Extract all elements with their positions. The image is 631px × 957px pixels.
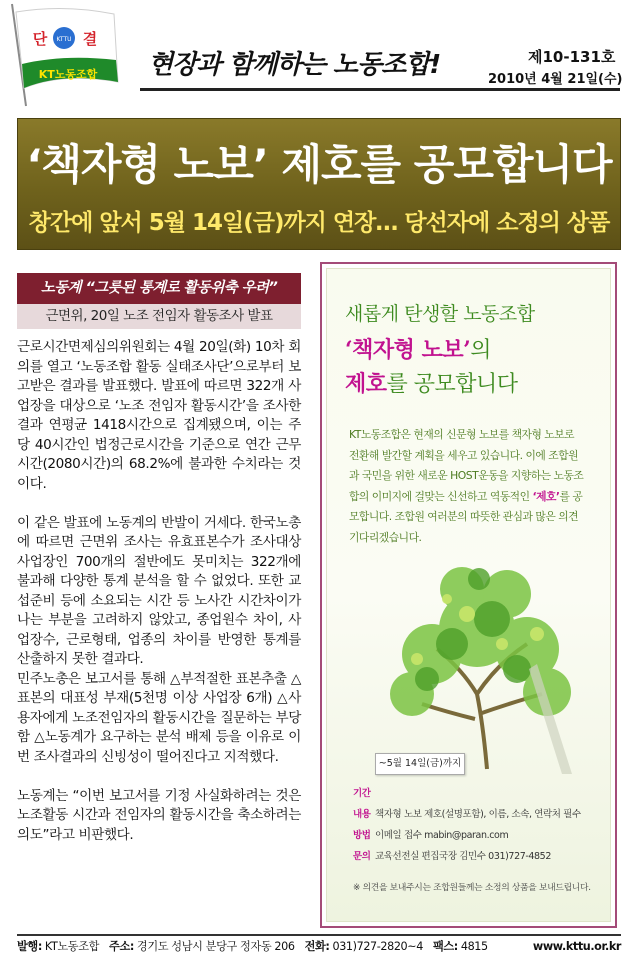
footer-fax: 4815 [460, 939, 488, 953]
article-paragraph: 이 같은 발표에 노동계의 반발이 거세다. 한국노총에 따르면 근면위 조사는 유효표본수가 조사대상 사업장인 700개의 절반에도 못미치는 322개에 불과해 다양한 통계 분석을 할 수 없었다. 또한 교섭준비 등에 소요되는 시간 등 노사간 시간차이가 나는 부분을 고려하지 않았고, 종업원수 차이, 사업장수, 근로형태, 업종의 차이를 반영한 통계를 산출하지 못한 결과다. [17, 514, 301, 667]
footer-publisher-label: 발행: [17, 940, 42, 953]
ad-heading-rest-2: 를 공모합니다 [386, 372, 518, 397]
footer-address-label: 주소: [109, 940, 134, 953]
article-headline: 노동계 “그릇된 통계로 활동위축 우려” [17, 273, 301, 304]
ad-info-row [353, 804, 603, 825]
footer-address: 경기도 성남시 분당구 정자동 206 [136, 940, 295, 953]
header-divider [140, 88, 620, 91]
ad-paragraph-part1: KT노동조합은 현재의 신문형 노보를 책자형 노보로 전환해 발간할 계획을 세우고 있습니다. 이에 조합원과 국민을 위한 새로운 HOST운동을 지향하는 노동조합의 이미지에 걸맞는 신선하고 역동적인 [349, 428, 584, 503]
ad-info-value: 책자형 노보 제호(설명포함), 이름, 소속, 연락처 필수 [375, 809, 581, 820]
article-body [17, 338, 301, 845]
ad-info-row [353, 783, 603, 804]
ad-info-row [353, 825, 603, 846]
ad-heading-highlight: ‘책자형 노보’ [345, 337, 471, 363]
banner-subtitle: 창간에 앞서 5월 14일(금)까지 연장… 당선자에 소정의 상품 [28, 210, 610, 236]
flag-text-bottom: KT노동조합 [38, 68, 98, 81]
ad-paragraph [349, 425, 585, 548]
article-paragraph: 민주노총은 보고서를 통해 △부적절한 표본추출 △표본의 대표성 부재(5천명 이상 사업장 6개) △사용자에게 노조전임자의 활동시간을 질문하는 부당함 △노동계가 요구하는 분석 배제 등을 이유로 이번 조사결과의 신빙성이 떨어진다고 지적했다. [17, 670, 301, 765]
ad-info-value: 교육선전실 편집국장 김민수 031)727-4852 [375, 851, 551, 862]
flag-badge-text: KTTU [56, 36, 72, 43]
ad-info-key: 방법 [353, 830, 371, 841]
ad-info-key: 내용 [353, 809, 371, 820]
ad-paragraph-highlight: ‘제호’ [532, 489, 560, 503]
union-flag-logo [4, 2, 124, 108]
ad-heading-line2 [345, 333, 491, 364]
headline-banner [17, 118, 621, 250]
ad-info-row [353, 846, 603, 867]
footer-divider [17, 934, 621, 936]
footer-phone: 031)727-2820~4 [332, 939, 423, 953]
article-paragraph: 노동계는 “이번 보고서를 기정 사실화하려는 것은 노조활동 시간과 전임자의 활동시간을 축소하려는 의도”라고 비판했다. [17, 787, 301, 843]
ad-info-key: 기간 [353, 788, 371, 799]
footer-fax-label: 팩스: [432, 940, 458, 953]
ad-heading-line1: 새롭게 탄생할 노동조합 [345, 303, 535, 325]
period-box: ~5월 14일(금)까지 [375, 753, 465, 775]
flag-text-top: 단 [32, 30, 48, 48]
flag-text-top-2: 결 [82, 30, 98, 48]
contest-ad-panel [326, 268, 611, 922]
ad-info-table [353, 783, 603, 867]
footer [17, 937, 621, 955]
ad-info-key: 문의 [353, 851, 371, 862]
issue-number: 제10-131호 [528, 48, 616, 66]
ad-heading-rest: 의 [470, 338, 492, 363]
banner-title: ‘책자형 노보’ 제호를 공모합니다 [26, 140, 612, 189]
ad-paragraph-part2: 를 공모합니다. 조합원 여러분의 따뜻한 관심과 많은 의견 기다리겠습니다. [349, 489, 583, 544]
footer-publisher: KT노동조합 [44, 940, 100, 953]
ad-heading-highlight-2: 제호 [345, 371, 387, 397]
ad-note: ※ 의견을 보내주시는 조합원들께는 소정의 상품을 보내드립니다. [353, 883, 591, 893]
tree-illustration [367, 544, 587, 774]
footer-website-link[interactable]: www.kttu.or.kr [532, 939, 621, 953]
article-paragraph: 근로시간면제심의위원회는 4월 20일(화) 10차 회의를 열고 ‘노동조합 활동 실태조사단’으로부터 보고받은 결과를 발표했다. 발표에 따르면 322개 사업장을 대상으로 ‘노조 전임자 활동시간’을 조사한 결과 연평균 1418시간으로 집계됐으며, 이는 주당 40시간인 법정근로시간을 기준으로 연간 근무시간(2080시간)의 68.2%에 불과한 수치라는 것이다. [17, 339, 301, 492]
article-subhead: 근면위, 20일 노조 전임자 활동조사 발표 [17, 304, 301, 329]
ad-heading-line3 [345, 367, 518, 398]
ad-info-value: 이메일 접수 mabin@paran.com [375, 830, 509, 841]
issue-date: 2010년 4월 21일(수) [488, 72, 623, 87]
contest-ad [320, 262, 617, 928]
footer-phone-label: 전화: [304, 940, 330, 953]
masthead-slogan: 현장과 함께하는 노동조합! [148, 50, 441, 80]
